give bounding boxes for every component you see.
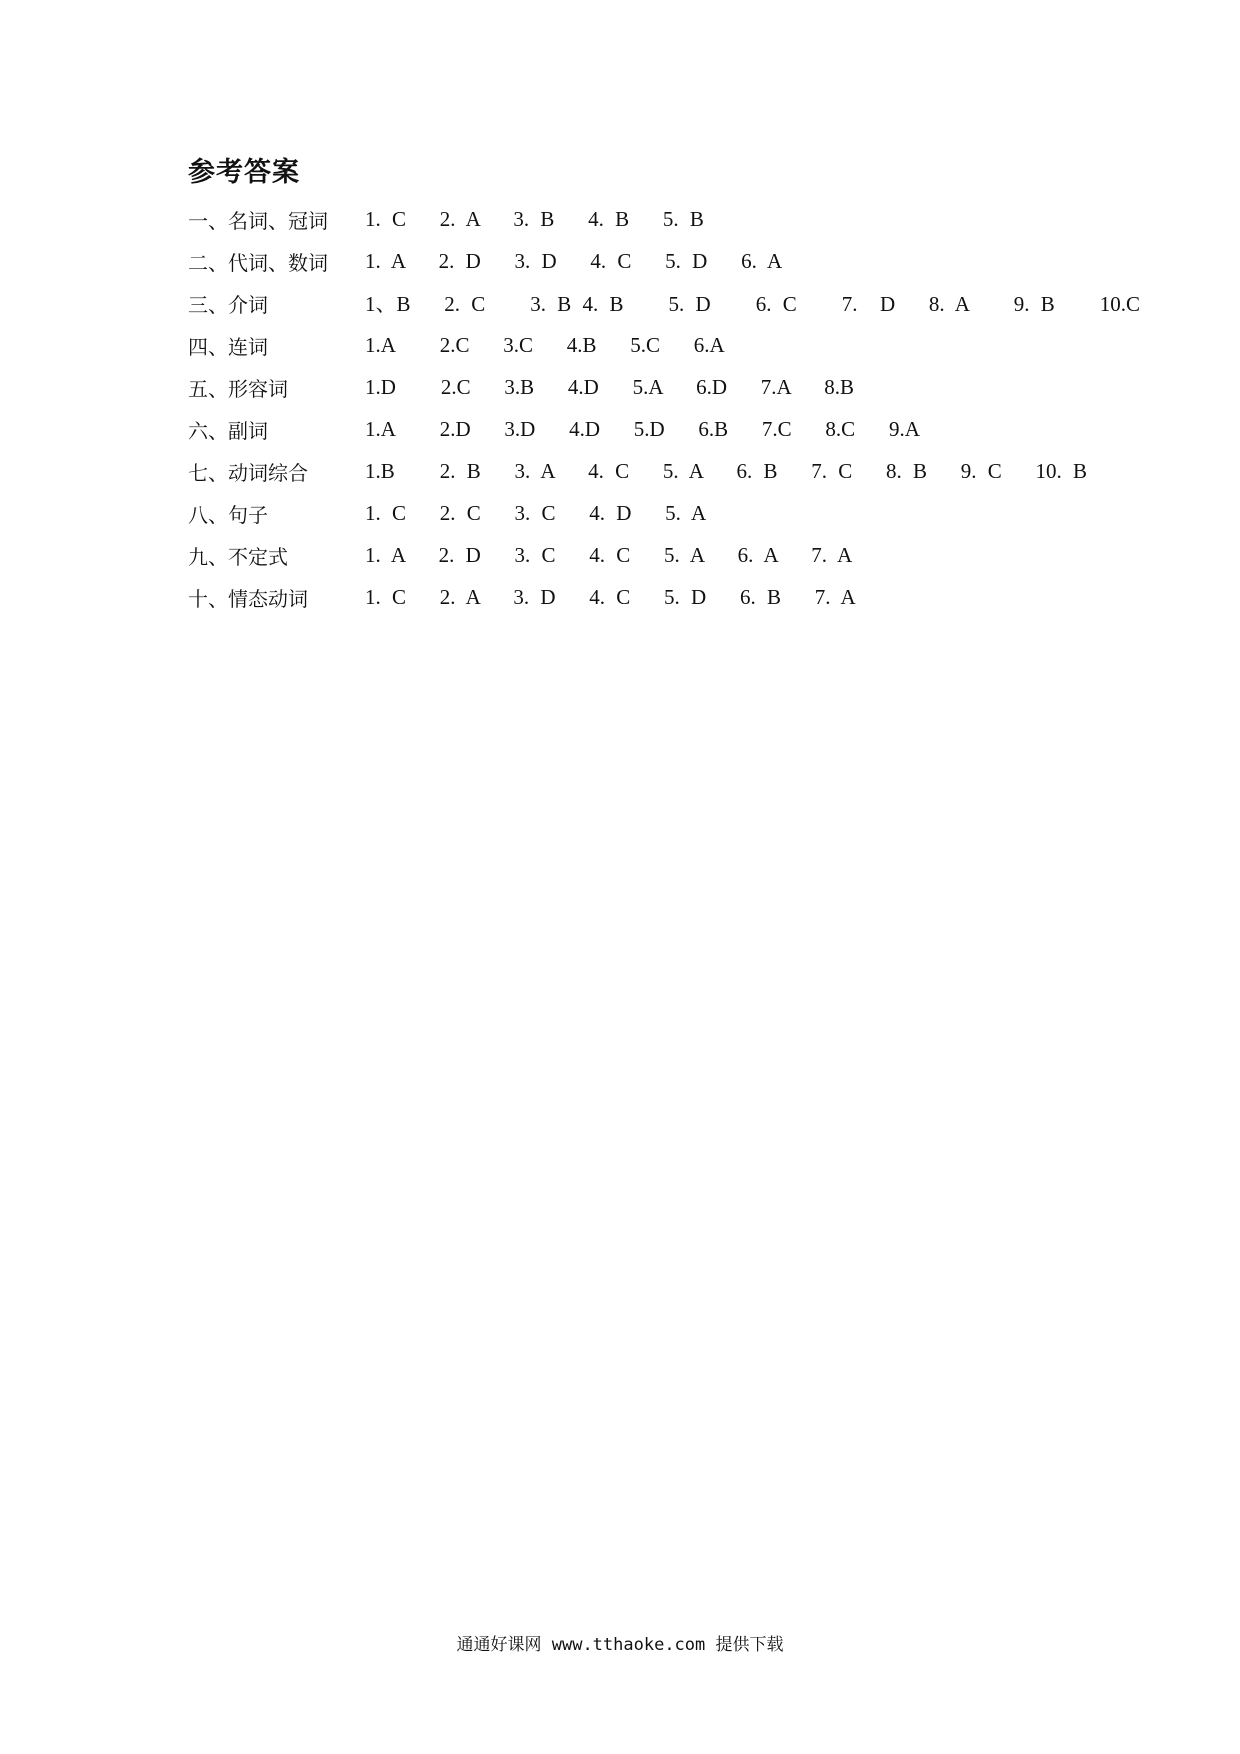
section-label: 四、连词 bbox=[188, 334, 268, 359]
section-label: 二、代词、数词 bbox=[188, 250, 328, 275]
section-label: 九、不定式 bbox=[188, 544, 288, 569]
footer-source-note: 通通好课网 www.tthaoke.com 提供下载 bbox=[456, 1635, 784, 1655]
section-answers: 1.A 2.C 3.C 4.B 5.C 6.A bbox=[365, 332, 725, 357]
section-answers: 1. A 2. D 3. D 4. C 5. D 6. A bbox=[365, 248, 783, 273]
answer-row bbox=[188, 240, 1088, 282]
section-label: 三、介词 bbox=[188, 292, 268, 317]
answer-row bbox=[188, 534, 1088, 576]
section-answers: 1. C 2. C 3. C 4. D 5. A bbox=[365, 500, 707, 525]
section-label: 五、形容词 bbox=[188, 376, 288, 401]
answer-row bbox=[188, 576, 1088, 618]
section-answers: 1.A 2.D 3.D 4.D 5.D 6.B 7.C 8.C 9.A bbox=[365, 416, 920, 441]
section-label: 十、情态动词 bbox=[188, 586, 308, 611]
answer-row bbox=[188, 198, 1088, 240]
answer-row bbox=[188, 282, 1140, 324]
section-answers: 1. C 2. A 3. B 4. B 5. B bbox=[365, 206, 704, 231]
answer-row bbox=[188, 366, 1088, 408]
section-label: 六、副词 bbox=[188, 418, 268, 443]
answer-row bbox=[188, 492, 1088, 534]
section-answers: 1.D 2.C 3.B 4.D 5.A 6.D 7.A 8.B bbox=[365, 374, 855, 399]
section-label: 八、句子 bbox=[188, 502, 268, 527]
answer-row bbox=[188, 324, 1088, 366]
section-answers: 1、B 2. C 3. B 4. B 5. D 6. C 7. D 8. A 9. B 10.C bbox=[365, 292, 1140, 316]
answer-row bbox=[188, 408, 1088, 450]
section-answers: 1.B 2. B 3. A 4. C 5. A 6. B 7. C 8. B 9. C 10. B bbox=[365, 458, 1088, 483]
answer-row bbox=[188, 450, 1088, 492]
section-answers: 1. A 2. D 3. C 4. C 5. A 6. A 7. A bbox=[365, 542, 853, 567]
answer-list bbox=[188, 198, 1140, 618]
section-label: 一、名词、冠词 bbox=[188, 208, 328, 233]
page-title: 参考答案 bbox=[188, 157, 300, 188]
section-label: 七、动词综合 bbox=[188, 460, 308, 485]
section-answers: 1. C 2. A 3. D 4. C 5. D 6. B 7. A bbox=[365, 584, 856, 609]
